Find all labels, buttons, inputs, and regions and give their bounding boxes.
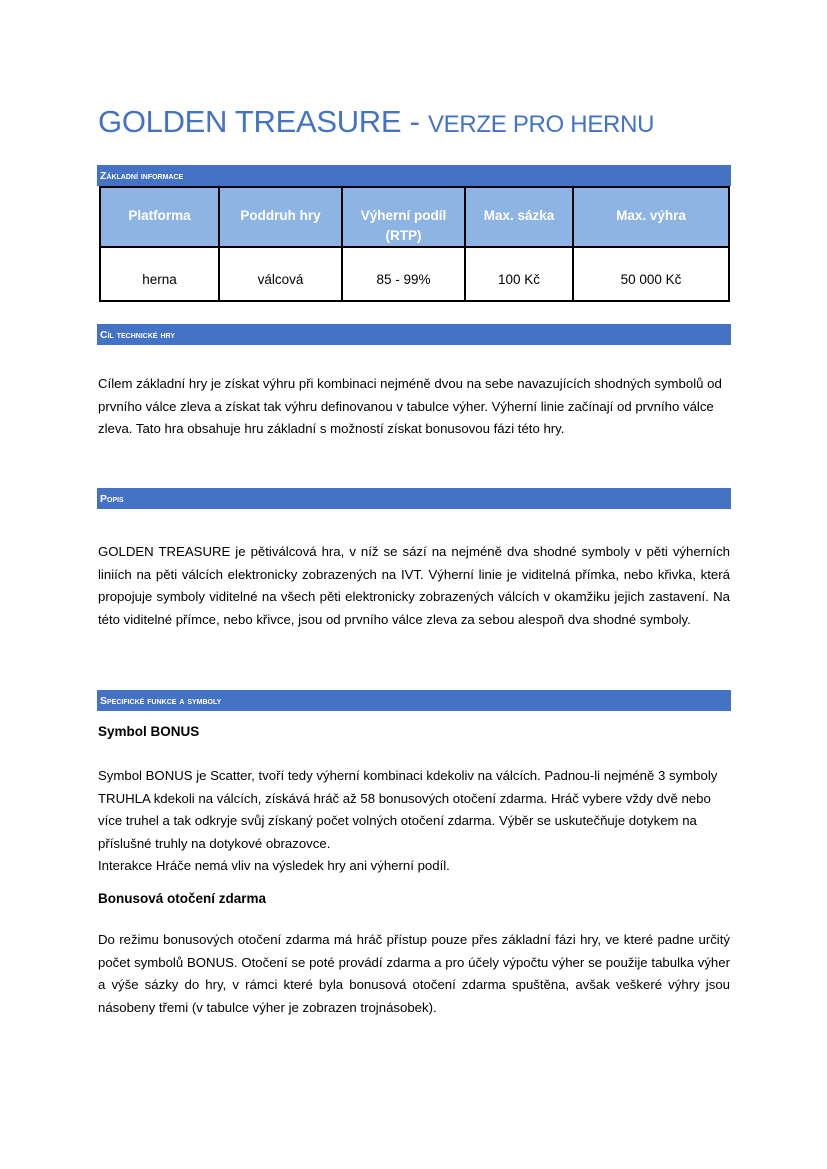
table-row	[100, 247, 729, 301]
bonus-symbol-paragraph: Symbol BONUS je Scatter, tvoří tedy výherní kombinaci kdekoliv na válcích. Padnou-li nejméně 3 symboly TRUHLA kdekoli na válcích, získává hráč až 58 bonusových otočení zdarma. Hráč vybere vždy dvě nebo více truhel a tak odkryje svůj získaný počet volných otočení zdarma. Výběr se uskutečňuje dotykem na příslušné truhly na dotykové obrazovce.	[98, 768, 718, 851]
column-header-max-bet: Max. sázka	[465, 187, 573, 247]
section-header-description	[97, 488, 731, 509]
bonus-symbol-heading: Symbol BONUS	[98, 724, 200, 739]
basic-info-table	[99, 186, 730, 302]
section-header-basic-info	[97, 165, 731, 186]
description-paragraph: GOLDEN TREASURE je pětiválcová hra, v níž se sází na nejméně dva shodné symboly v pěti výherních liniích na pěti válcích elektronicky zobrazených na IVT. Výherní linie je viditelná přímka, nebo křivka, která propojuje symboly viditelné na všech pěti elektronicky zobrazených válcích v okamžiku jejich zastavení. Na této viditelné přímce, nebo křivce, jsou od prvního válce zleva za sebou alespoň dva shodné symboly.	[98, 544, 730, 627]
cell-max-win: 50 000 Kč	[573, 247, 729, 301]
cell-rtp: 85 - 99%	[342, 247, 465, 301]
section-label: Cíl technické hry	[100, 329, 175, 341]
section-label: Specifické funkce a symboly	[100, 695, 222, 707]
column-header-max-win: Max. výhra	[573, 187, 729, 247]
free-spins-paragraph: Do režimu bonusových otočení zdarma má hráč přístup pouze přes základní fázi hry, ve které padne určitý počet symbolů BONUS. Otočení se poté provádí zdarma a pro účely výpočtu výher se použije tabulka výher a výše sázky do hry, v rámci které byla bonusová otočení zdarma spuštěna, avšak veškeré výhry jsou násobeny třemi (v tabulce výher je zobrazen trojnásobek).	[98, 932, 730, 1015]
player-interaction-note: Interakce Hráče nemá vliv na výsledek hry ani výherní podíl.	[98, 858, 450, 873]
cell-subtype: válcová	[219, 247, 342, 301]
title-main: GOLDEN TREASURE -	[98, 104, 428, 139]
section-label: Popis	[100, 493, 124, 505]
section-label: Základní informace	[100, 170, 184, 182]
section-header-features	[97, 690, 731, 711]
title-subtitle: VERZE PRO HERNU	[427, 111, 655, 138]
page-title	[98, 104, 654, 140]
cell-platform: herna	[100, 247, 219, 301]
cell-max-bet: 100 Kč	[465, 247, 573, 301]
column-header-subtype: Poddruh hry	[219, 187, 342, 247]
free-spins-heading: Bonusová otočení zdarma	[98, 891, 267, 906]
goal-paragraph: Cílem základní hry je získat výhru při kombinaci nejméně dvou na sebe navazujících shodných symbolů od prvního válce zleva a získat tak výhru definovanou v tabulce výher. Výherní linie začínají od prvního válce zleva. Tato hra obsahuje hru základní s možností získat bonusovou fázi této hry.	[98, 376, 722, 436]
column-header-platform: Platforma	[100, 187, 219, 247]
section-header-goal	[97, 324, 731, 345]
column-header-rtp: Výherní podíl (RTP)	[342, 187, 465, 247]
table-header-row	[100, 187, 729, 247]
